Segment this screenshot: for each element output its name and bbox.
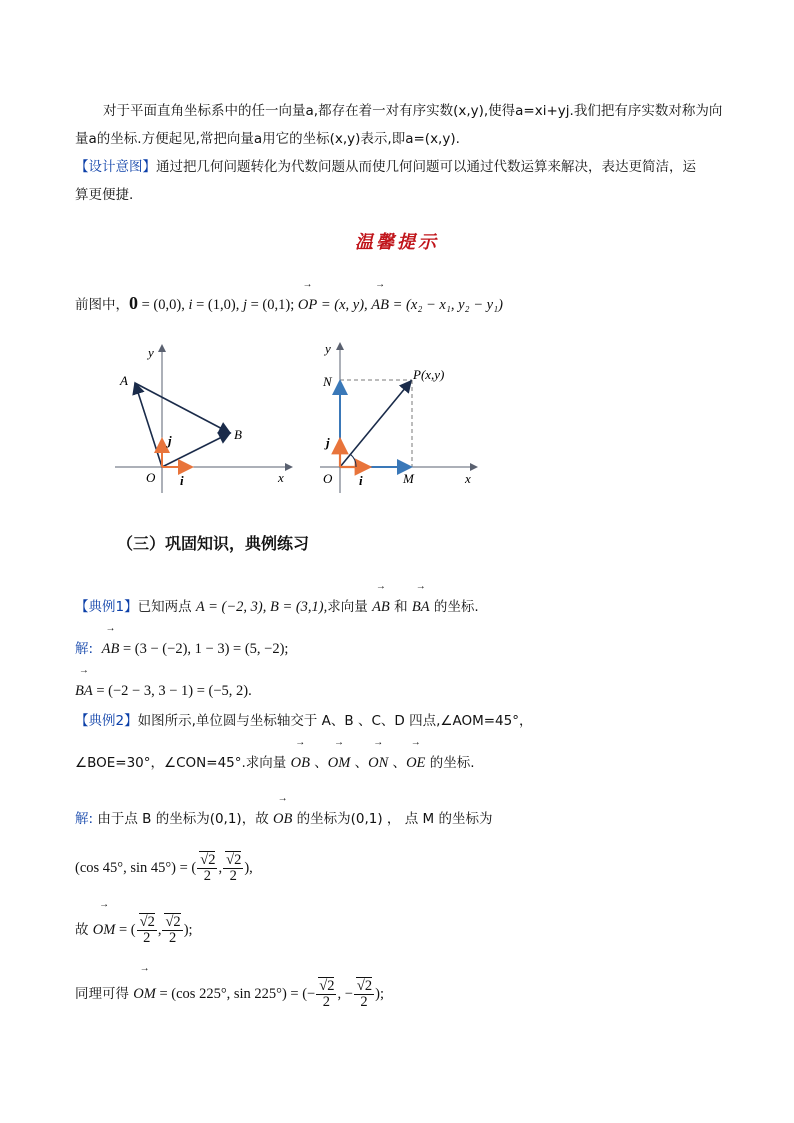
solution-1-line-2: [75, 678, 725, 704]
formula-part-5: = (x₂ − x₁, y₂ − y₁): [389, 297, 503, 313]
intro-line-1: 对于平面直角坐标系中的任一向量a,都存在着一对有序实数(x,y),使得a=xi+yj.我们把有序实数对称为向: [103, 103, 723, 119]
den-6: 2: [360, 993, 368, 1010]
unit-i: i: [188, 297, 193, 313]
solution-2-line-3: 故 → OM = ( $\frac{√2}{2}$ , $\frac{√2}{2}$ );: [75, 912, 725, 948]
den-3: 2: [143, 929, 151, 946]
figure-left: [110, 335, 300, 495]
solution-1-vector-ba: → BA: [75, 678, 93, 704]
label-j: j: [168, 433, 172, 448]
solution-2-text-2: 的坐标为(0,1) ， 点 M 的坐标为: [292, 811, 493, 827]
vector-ab: → AB: [371, 292, 389, 318]
label-p: P(x,y): [413, 367, 445, 382]
formula-line: [75, 290, 725, 318]
solution-1-vector-ab: → AB: [102, 636, 120, 662]
design-intent-text-1: 通过把几何问题转化为代数问题从而使几何问题可以通过代数运算来解决，表达更简洁，运: [156, 159, 696, 175]
solution-2-mid: , −: [337, 986, 353, 1002]
intro-paragraph: [75, 98, 725, 124]
solution-2-end-2: );: [183, 922, 193, 938]
example-1-text-a: 已知两点: [137, 599, 196, 615]
example-2-tag: 【典例2】: [75, 713, 138, 729]
fraction-5: [316, 979, 336, 1010]
design-intent-tag: 【设计意图】: [75, 159, 156, 175]
sqrt2-3: √2: [139, 913, 155, 930]
example-2-sep-2: 、: [350, 755, 369, 771]
example-2-text-2b: 的坐标.: [425, 755, 475, 771]
example-1-vector-ba: → BA: [412, 594, 430, 620]
label-i: i: [180, 473, 184, 488]
solution-2-eq: = (: [115, 922, 136, 938]
example-1-text-c: 的坐标.: [429, 599, 479, 615]
solution-1-label: 解:: [75, 641, 94, 657]
solution-2-cos45: (cos 45°, sin 45°) = (: [75, 860, 197, 876]
den-4: 2: [168, 929, 177, 946]
fraction-6: [354, 979, 374, 1010]
label-b: B: [234, 427, 242, 442]
sqrt2-4: √2: [165, 913, 181, 930]
example-2-vector-om: → OM: [328, 750, 351, 776]
label-y: y: [148, 345, 154, 360]
sqrt2-6: √2: [356, 977, 373, 994]
solution-1-line-1: [75, 636, 725, 662]
label-i-right: i: [359, 473, 363, 488]
fraction-1: [197, 853, 217, 884]
label-o-right: O: [323, 471, 333, 486]
solution-2-end-3: );: [375, 986, 384, 1002]
label-a: A: [120, 373, 128, 388]
vector-op: → OP: [298, 292, 317, 318]
label-j-right: j: [326, 435, 330, 450]
sqrt2-2: √2: [226, 851, 242, 868]
example-2-text-2a: ∠BOE=30°，∠CON=45°.求向量: [75, 755, 291, 771]
label-n: N: [323, 374, 332, 389]
sqrt2-1: √2: [200, 851, 216, 868]
section-title: （三）巩固知识，典例练习: [117, 534, 310, 553]
formula-part-2: = (1,0),: [192, 297, 243, 313]
example-1-and: 和: [389, 599, 412, 615]
label-y-right: y: [325, 341, 331, 356]
angle-arc: [350, 454, 356, 467]
label-o: O: [146, 470, 156, 485]
solution-2-text-1: 由于点 B 的坐标为(0,1)，故: [93, 811, 273, 827]
intro-paragraph-cont: [75, 126, 725, 152]
den-5: 2: [322, 993, 330, 1010]
solution-1-result-ab: = (3 − (−2), 1 − 3) = (5, −2);: [119, 641, 289, 657]
solution-2-label: 解:: [75, 811, 94, 827]
formula-part-3: = (0,1);: [247, 297, 298, 313]
design-intent-text-2: 算更便捷.: [75, 187, 134, 203]
design-intent-cont: [75, 182, 725, 208]
example-1-text-b: 求向量: [327, 599, 373, 615]
solution-2-end-1: ),: [244, 860, 253, 876]
example-2-vector-oe: → OE: [406, 750, 425, 776]
solution-2-vector-om: → OM: [93, 912, 116, 948]
solution-2-vector-ob: → OB: [273, 806, 292, 832]
example-1-tag: 【典例1】: [75, 599, 138, 615]
example-1-points: A = (−2, 3), B = (3,1),: [195, 599, 328, 615]
fraction-3: [137, 915, 157, 946]
unit-j: j: [242, 297, 247, 313]
example-2-sep-3: 、: [388, 755, 407, 771]
example-2-vector-on: → ON: [368, 750, 388, 776]
warm-tip-heading: 温馨提示: [355, 232, 439, 253]
example-2-text-1: 如图所示,单位圆与坐标轴交于 A、B 、C、D 四点,∠AOM=45°，: [137, 713, 533, 729]
solution-2-vector-om-2: → OM: [133, 976, 156, 1012]
formula-part-4: = (x, y),: [317, 297, 372, 313]
design-intent: [75, 154, 725, 180]
fraction-4: [162, 915, 182, 946]
solution-2-line-2: (cos 45°, sin 45°) = ( $\frac{√2}{2}$ , $\frac{√2}{2}$ ),: [75, 851, 253, 884]
fraction-2: [223, 853, 243, 884]
example-2-line-2: [75, 750, 725, 776]
example-1-vector-ab: → AB: [372, 594, 390, 620]
den-1: 2: [203, 867, 211, 884]
intro-line-2: 量a的坐标.方便起见,常把向量a用它的坐标(x,y)表示,即a=(x,y).: [75, 131, 460, 147]
sqrt2-5: √2: [319, 977, 335, 994]
example-2-sep-1: 、: [309, 755, 328, 771]
example-2-line-1: [75, 708, 725, 734]
solution-2-tongli: 同理可得: [75, 986, 134, 1002]
label-x-right: x: [465, 471, 471, 486]
formula-prefix: 前图中，: [75, 297, 129, 313]
formula-part-1: = (0,0),: [138, 297, 189, 313]
solution-2-line-4: [75, 976, 725, 1012]
solution-1-result-ba: = (−2 − 3, 3 − 1) = (−5, 2).: [92, 683, 252, 699]
example-2-vector-ob: → OB: [291, 750, 310, 776]
solution-2-gu: 故: [75, 922, 93, 938]
label-m: M: [403, 471, 414, 486]
den-2: 2: [229, 867, 237, 884]
vector-ob: [162, 433, 230, 467]
zero-vector: 0: [129, 293, 138, 313]
label-x: x: [278, 470, 284, 485]
figure-right: [315, 335, 485, 495]
solution-2-cos225: = (cos 225°, sin 225°) = (−: [155, 986, 316, 1002]
example-1: [75, 594, 725, 620]
solution-2-line-1: [75, 806, 725, 832]
